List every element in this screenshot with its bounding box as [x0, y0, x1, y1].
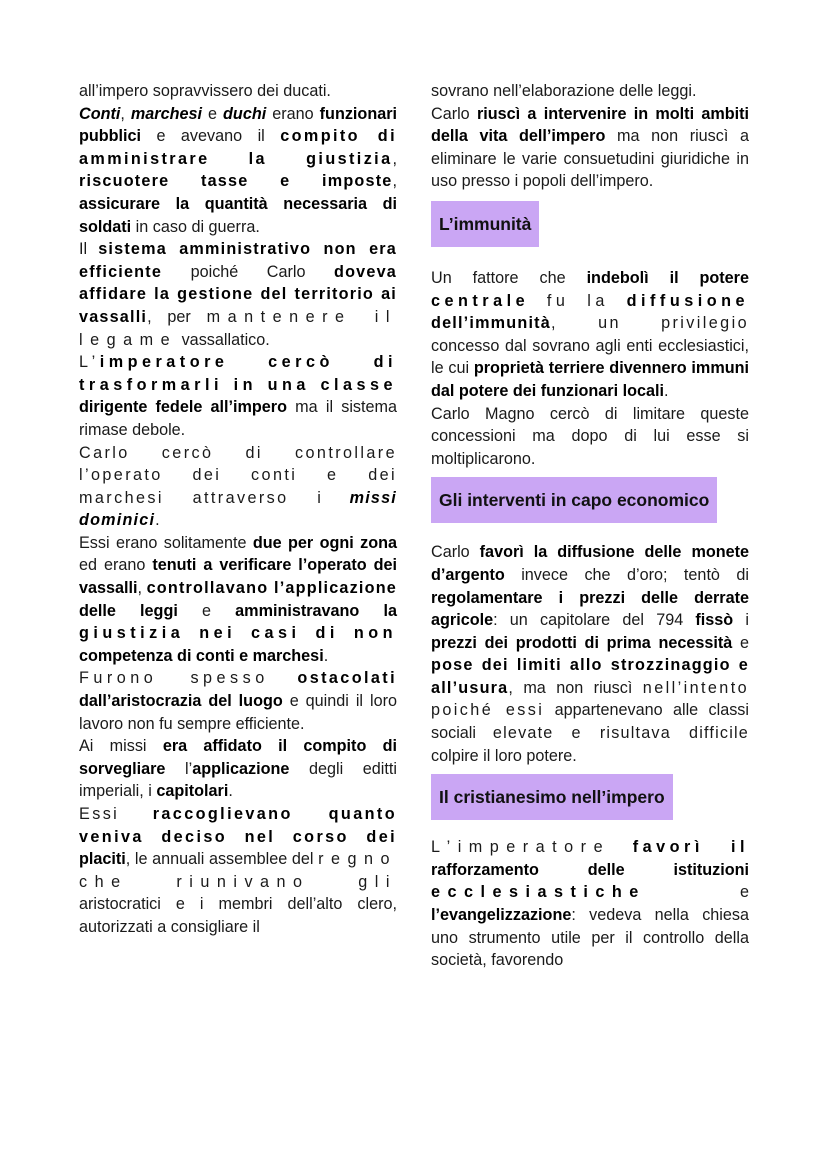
- emphasis-text: Conti: [79, 104, 121, 123]
- emphasis-text: diffusione: [626, 291, 749, 310]
- paragraph: Un fattore che indebolì il potere centrale fu la diffusione dell’immunità, un privilegio concesso dal sovrano agli enti ecclesiastici, le cui proprietà terriere divennero immuni dal potere dei funzionari locali.: [431, 268, 749, 400]
- emphasis-text: rafforzamento delle istituzioni: [431, 860, 749, 879]
- emphasis-text: giustizia nei casi di non: [79, 624, 397, 643]
- spaced-text: L’: [79, 353, 100, 372]
- emphasis-text: sorvegliare: [79, 759, 166, 778]
- emphasis-text: marchesi: [130, 104, 202, 123]
- emphasis-text: ostacolati: [297, 669, 397, 688]
- paragraph: Carlo riuscì a intervenire in molti ambiti della vita dell’impero ma non riuscì a eliminare le varie consuetudini giuridiche in uso presso i popoli dell’impero.: [431, 104, 750, 191]
- emphasis-text: dirigente fedele all’impero: [79, 398, 287, 417]
- spaced-text: elevate e risultava difficile: [492, 724, 749, 743]
- paragraph: sovrano nell’elaborazione delle leggi.: [431, 82, 697, 100]
- spaced-text: fu la: [529, 291, 627, 310]
- emphasis-text: capitolari: [156, 782, 229, 801]
- emphasis-text: competenza di conti e marchesi: [79, 646, 324, 665]
- spaced-text: L’imperatore: [431, 838, 611, 857]
- spaced-text: Essi: [79, 805, 120, 823]
- emphasis-text: era affidato il compito di: [162, 737, 397, 756]
- spaced-text: nell’intento poiché essi: [431, 678, 749, 720]
- emphasis-text: monete d’argento: [431, 543, 750, 584]
- emphasis-text: funzionari pubblici: [79, 104, 398, 146]
- emphasis-text: imperatore cercò di trasformarli in una classe: [79, 353, 397, 394]
- emphasis-text: riuscì a intervenire in molti ambiti della vita dell’impero: [431, 104, 750, 146]
- paragraph: Essi erano solitamente due per ogni zona ed erano tenuti a verificare l’operato dei vassalli, controllavano l’applicazione delle leggi e amministravano la giustizia nei casi di non competenza di conti e marchesi.: [79, 533, 398, 665]
- emphasis-text: doveva affidare la gestione del territorio ai vassalli: [79, 262, 397, 326]
- spaced-text: Carlo cercò di controllare l’operato dei conti e dei marchesi attraverso i: [79, 443, 397, 507]
- emphasis-text: riscuotere tasse e imposte: [79, 172, 393, 191]
- emphasis-text: favorì la diffusione delle: [479, 543, 682, 562]
- emphasis-text: due per ogni zona: [252, 533, 397, 552]
- emphasis-text: prezzi delle derrate agricole: [431, 588, 749, 630]
- emphasis-text: l’evangelizzazione: [431, 906, 572, 925]
- emphasis-text: controllavano l’applicazione: [146, 579, 397, 598]
- paragraph: Conti, marchesi e duchi erano funzionari pubblici e avevano il compito di amministrare la giustizia, riscuotere tasse e imposte, assicurare la quantità necessaria di soldati in caso di guerra.: [79, 104, 398, 236]
- emphasis-text: fissò: [695, 611, 734, 630]
- emphasis-text: missi dominici: [79, 488, 398, 530]
- emphasis-text: prezzi: [431, 633, 477, 652]
- paragraph: Carlo favorì la diffusione delle monete d’argento invece che d’oro; tentò di regolamentare i prezzi delle derrate agricole: un capitolare del 794 fissò i prezzi dei prodotti di prima necessità e pose dei limiti allo strozzinaggio e all’usura, ma non riuscì nell’intento poiché essi appartenevano alle classi sociali elevate e risultava difficile colpire il loro potere.: [431, 543, 750, 765]
- emphasis-text: indebolì il potere: [586, 268, 749, 287]
- emphasis-text: ecclesiastiche: [431, 883, 646, 902]
- spaced-text: Furono spesso: [79, 669, 269, 688]
- emphasis-text: regolamentare i: [431, 588, 564, 607]
- paragraph: Carlo Magno cercò di limitare queste concessioni ma dopo di lui esse si moltiplicarono.: [431, 404, 749, 468]
- section-heading-immunita: L’immunità: [431, 201, 539, 247]
- paragraph: Carlo cercò di controllare l’operato dei conti e dei marchesi attraverso i missi dominici.: [79, 443, 398, 530]
- emphasis-text: duchi: [223, 104, 267, 123]
- paragraph: L’imperatore favorì il rafforzamento delle istituzioni ecclesiastiche e l’evangelizzazione: vedeva nella chiesa uno strumento utile per il controllo della società, favorendo: [431, 838, 749, 970]
- emphasis-text: tenuti a: [152, 556, 213, 575]
- emphasis-text: placiti: [79, 850, 126, 869]
- emphasis-text: sistema amministrativo non era efficiente: [79, 240, 397, 281]
- emphasis-text: verificare l’operato dei vassalli: [79, 556, 398, 598]
- emphasis-text: dell’immunità: [431, 314, 551, 333]
- emphasis-text: dall’aristocrazia del luogo: [79, 692, 283, 711]
- paragraph: Ai missi era affidato il compito di sorvegliare l’applicazione degli editti imperiali, i capitolari.: [79, 737, 397, 801]
- paragraph: all’impero sopravvissero dei ducati.: [79, 82, 331, 100]
- emphasis-text: favorì il: [632, 838, 749, 857]
- emphasis-text: proprietà terriere divennero immuni dal potere dei funzionari locali: [431, 359, 749, 400]
- spaced-text: mantenere il legame: [79, 307, 397, 349]
- emphasis-text: assicurare la quantità necessaria di soldati: [79, 194, 397, 236]
- emphasis-text: centrale: [431, 291, 530, 310]
- left-column: [79, 80, 397, 939]
- paragraph: Essi raccoglievano quanto veniva deciso nel corso dei placiti, le annuali assemblee del regno che riunivano gli aristocratici e i membri dell’alto clero, autorizzati a consigliare il: [79, 805, 397, 936]
- emphasis-text: pose dei limiti allo strozzinaggio e all’usura: [431, 656, 749, 697]
- emphasis-text: raccoglievano quanto veniva deciso nel corso dei: [79, 805, 397, 846]
- emphasis-text: amministravano la: [235, 601, 397, 620]
- emphasis-text: compito di amministrare la giustizia: [79, 127, 397, 168]
- paragraph: L’imperatore cercò di trasformarli in una classe dirigente fedele all’impero ma il sistema rimase debole.: [79, 353, 397, 439]
- paragraph: Il sistema amministrativo non era efficiente poiché Carlo doveva affidare la gestione del territorio ai vassalli, per mantenere il legame vassallatico.: [79, 240, 397, 349]
- spaced-text: , un privilegio: [550, 314, 749, 333]
- emphasis-text: applicazione: [192, 759, 290, 778]
- spaced-text: regno che riunivano gli: [79, 850, 397, 891]
- right-column: [431, 80, 749, 972]
- emphasis-text: delle leggi: [79, 601, 178, 620]
- section-heading-economico: Gli interventi in capo economico: [431, 477, 717, 523]
- paragraph: Furono spesso ostacolati dall’aristocrazia del luogo e quindi il loro lavoro non fu sempre efficiente.: [79, 669, 397, 733]
- section-heading-cristianesimo: Il cristianesimo nell’impero: [431, 774, 673, 820]
- emphasis-text: dei prodotti di prima necessità: [484, 633, 733, 652]
